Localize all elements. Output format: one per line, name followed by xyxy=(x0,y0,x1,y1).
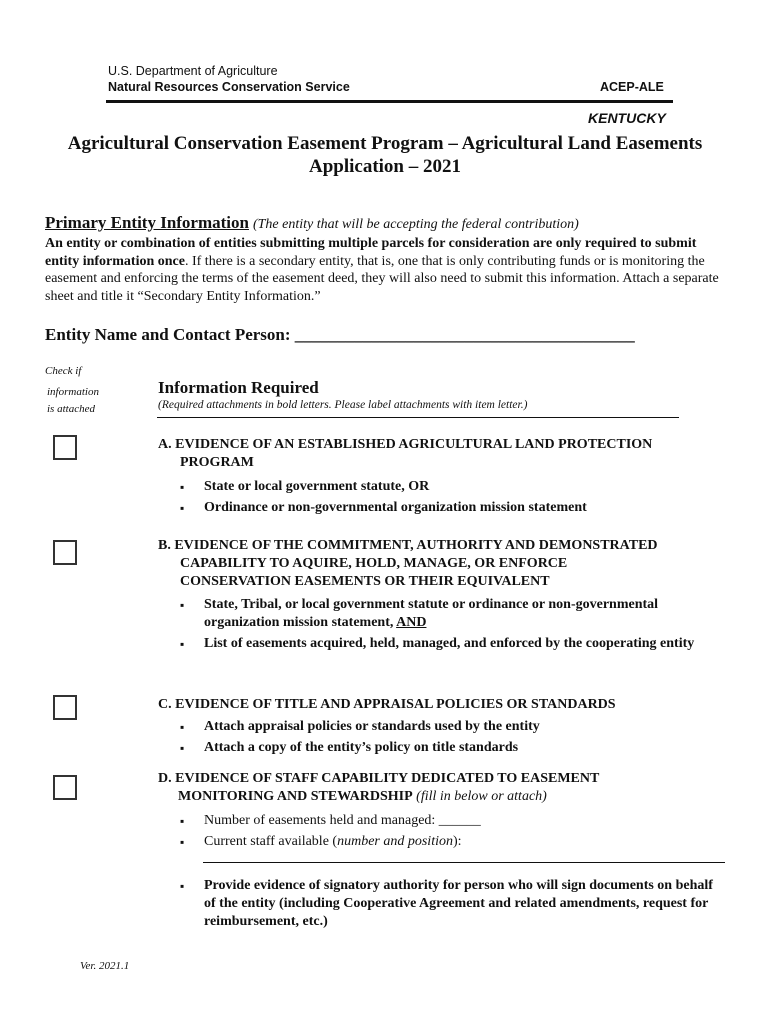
item-a-letter: A xyxy=(158,437,169,452)
list-item: ▪ State or local government statute, OR xyxy=(180,478,587,496)
item-c-line1: EVIDENCE OF TITLE AND APPRAISAL POLICIES OR STANDARDS xyxy=(175,697,616,712)
page-subtitle: Application – 2021 xyxy=(308,156,462,177)
header-rule xyxy=(106,100,673,103)
list-item: ▪ List of easements acquired, held, managed, and enforced by the cooperating entity xyxy=(180,635,700,653)
instructions-bold: An entity or combination of entities submitting multiple parcels for consideration are only required to submit entity information once xyxy=(45,236,697,269)
item-d-signatory-list xyxy=(180,877,720,934)
item-d-staff-pre: Current staff available ( xyxy=(204,834,338,849)
list-item: ▪ Attach a copy of the entity’s policy on title standards xyxy=(180,739,540,757)
item-b-list xyxy=(180,596,700,656)
entity-name-field[interactable]: Entity Name and Contact Person: ________________________________________ xyxy=(45,325,635,344)
form-code: ACEP-ALE xyxy=(600,80,664,94)
state-label: KENTUCKY xyxy=(588,110,666,126)
checkbox-item-d[interactable] xyxy=(53,775,77,800)
item-c-heading: C. EVIDENCE OF TITLE AND APPRAISAL POLICIES OR STANDARDS xyxy=(158,697,616,712)
item-d-staff-em: number and position xyxy=(337,834,453,849)
item-d-line1: EVIDENCE OF STAFF CAPABILITY DEDICATED TO EASEMENT xyxy=(175,771,600,786)
checkbox-item-a[interactable] xyxy=(53,435,77,460)
item-a-list xyxy=(180,478,587,520)
agency-name: U.S. Department of Agriculture xyxy=(108,64,278,78)
item-b-letter: B xyxy=(158,538,168,553)
item-d-line2: MONITORING AND STEWARDSHIP xyxy=(178,789,413,804)
item-b-line3: CONSERVATION EASEMENTS OR THEIR EQUIVALENT xyxy=(180,574,550,589)
item-d-heading: D. EVIDENCE OF STAFF CAPABILITY DEDICATED TO EASEMENT MONITORING AND STEWARDSHIP (fill in below or attach) xyxy=(158,771,600,804)
checkbox-item-c[interactable] xyxy=(53,695,77,720)
instructions-text: . If there is a secondary entity, that is, one that is only contributing funds or is monitoring the easement and enforcing the terms of the easement deed, they will also need to submit this information. Attach a separate sheet and title it “Secondary Entity Information.” xyxy=(45,253,719,304)
item-a-line1: EVIDENCE OF AN ESTABLISHED AGRICULTURAL LAND PROTECTION xyxy=(175,437,653,452)
item-b-line1: EVIDENCE OF THE COMMITMENT, AUTHORITY AND DEMONSTRATED xyxy=(174,538,658,553)
info-required-note: (Required attachments in bold letters. Please label attachments with item letter.) xyxy=(158,399,528,411)
version-label: Ver. 2021.1 xyxy=(80,960,130,972)
list-item: ▪ Provide evidence of signatory authority for person who will sign documents on behalf of the entity (including Cooperative Agreement and related amendments, request for reimbursement, etc.) xyxy=(180,877,720,931)
item-c-list xyxy=(180,718,540,760)
list-item: ▪ Ordinance or non-governmental organization mission statement xyxy=(180,499,587,517)
list-item[interactable]: ▪ Number of easements held and managed: ______ xyxy=(180,812,481,830)
list-item xyxy=(180,596,700,632)
agency-subname: Natural Resources Conservation Service xyxy=(108,80,350,94)
check-if-label: Check if xyxy=(45,365,82,377)
list-item xyxy=(180,833,481,851)
section-title: Primary Entity Information xyxy=(45,213,249,232)
divider xyxy=(157,417,679,418)
item-a-line2: PROGRAM xyxy=(180,455,254,470)
item-d-letter: D xyxy=(158,771,169,786)
info-attached-label xyxy=(47,384,99,418)
list-item: ▪ Attach appraisal policies or standards used by the entity xyxy=(180,718,540,736)
staff-fill-line[interactable] xyxy=(203,862,725,863)
section-note: (The entity that will be accepting the federal contribution) xyxy=(252,217,579,232)
instructions-paragraph xyxy=(45,235,730,305)
item-d-list xyxy=(180,812,481,854)
info-attached-line1: information xyxy=(47,386,99,398)
checkbox-item-b[interactable] xyxy=(53,540,77,565)
item-a-heading: A. EVIDENCE OF AN ESTABLISHED AGRICULTURAL LAND PROTECTION PROGRAM xyxy=(158,437,653,470)
item-c-letter: C xyxy=(158,697,169,712)
info-required-heading: Information Required xyxy=(158,378,319,397)
item-b-and: AND xyxy=(396,615,427,630)
item-b-bullet1-text: State, Tribal, or local government statute or ordinance or non-governmental organization mission statement, xyxy=(204,597,659,630)
item-d-note: (fill in below or attach) xyxy=(412,789,547,804)
section-heading xyxy=(45,213,579,233)
info-attached-line2: is attached xyxy=(47,403,95,415)
item-b-heading: B. EVIDENCE OF THE COMMITMENT, AUTHORITY AND DEMONSTRATED CAPABILITY TO AQUIRE, HOLD, MANAGE, OR ENFORCE CONSERVATION EASEMENTS OR THEIR EQUIVALENT xyxy=(158,538,658,589)
page-title: Agricultural Conservation Easement Program – Agricultural Land Easements xyxy=(67,133,703,154)
item-b-line2: CAPABILITY TO AQUIRE, HOLD, MANAGE, OR ENFORCE xyxy=(180,556,568,571)
item-d-staff-post: ): xyxy=(452,834,462,849)
